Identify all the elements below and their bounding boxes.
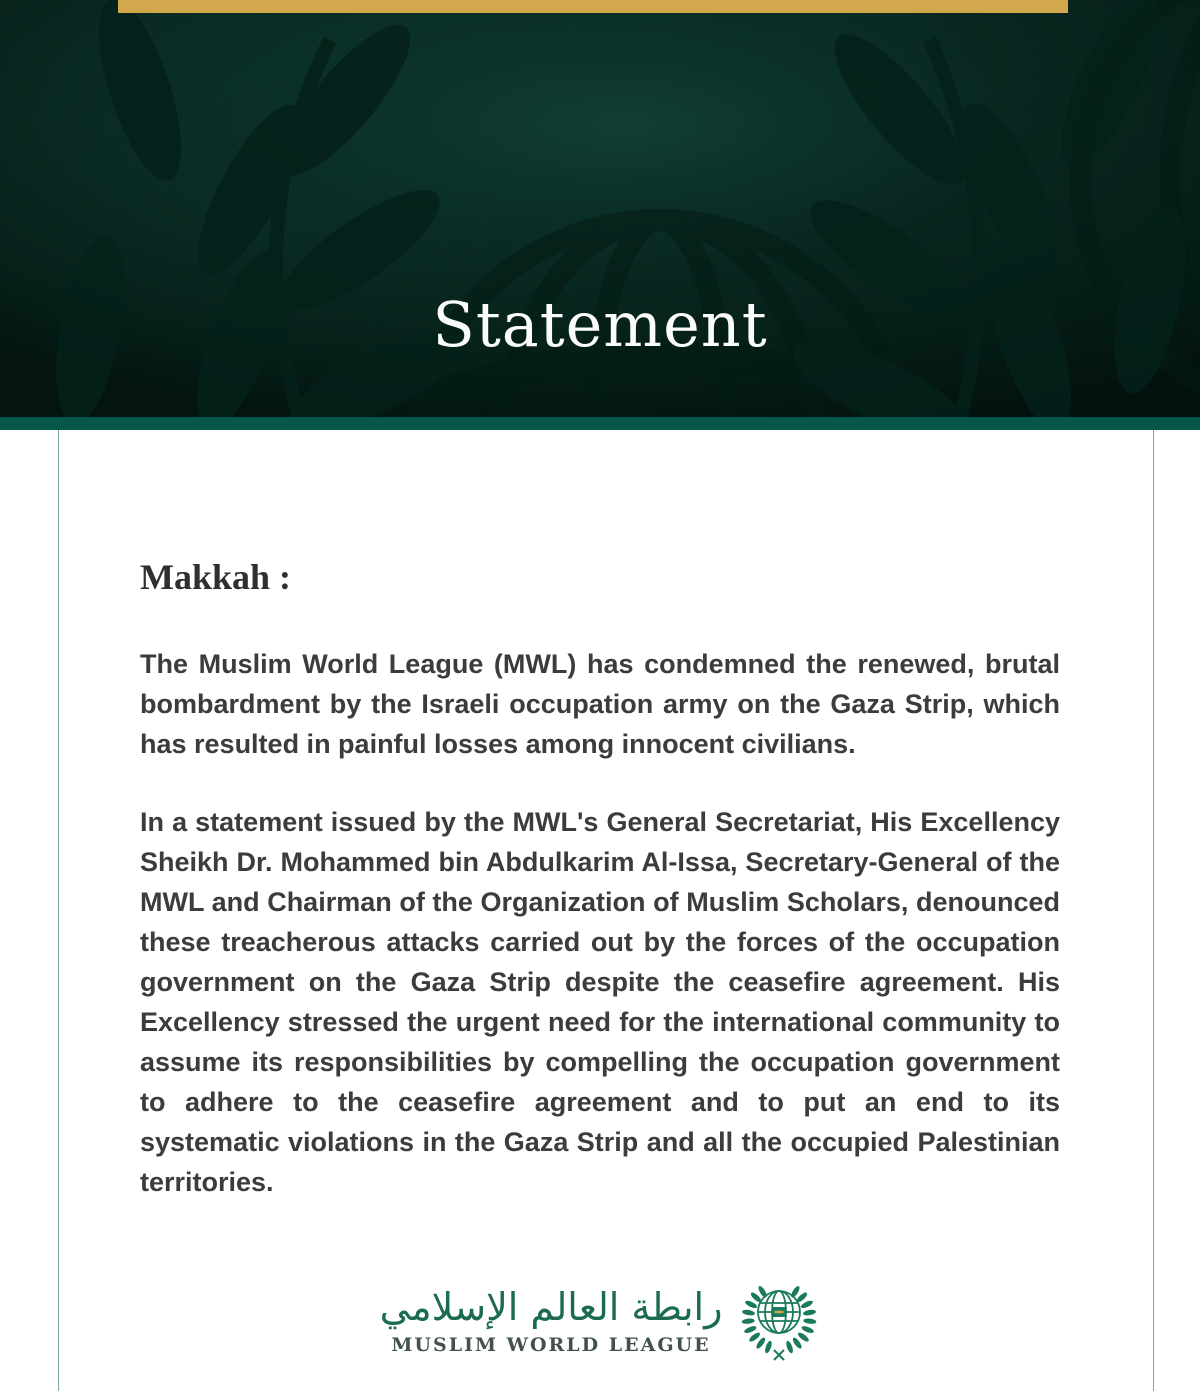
mwl-logo xyxy=(140,1272,1060,1370)
header-bottom-strip xyxy=(0,417,1200,430)
header-banner xyxy=(0,0,1200,417)
mwl-logo-arabic: رابطة العالم الإسلامي xyxy=(379,1284,723,1329)
mwl-logo-english: MUSLIM WORLD LEAGUE xyxy=(391,1334,711,1357)
page-title: Statement xyxy=(432,288,768,361)
statement-body xyxy=(140,644,1060,1202)
mwl-logo-text xyxy=(380,1286,723,1357)
card-right-rule xyxy=(1153,430,1154,1391)
card-left-rule xyxy=(58,430,59,1391)
statement-paragraph: In a statement issued by the MWL's General Secretariat, His Excellency Sheikh Dr. Mohammed bin Abdulkarim Al-Issa, Secretary-General of the MWL and Chairman of the Organization of Muslim Scholars, denounced these treacherous attacks carried out by the forces of the occupation government on the Gaza Strip despite the ceasefire agreement. His Excellency stressed the urgent need for the international community to assume its responsibilities by compelling the occupation government to adhere to the ceasefire agreement and to put an end to its systematic violations in the Gaza Strip and all the occupied Palestinian territories. xyxy=(140,807,1060,1197)
statement-paragraph: The Muslim World League (MWL) has condemned the renewed, brutal bombardment by the Israeli occupation army on the Gaza Strip, which has resulted in painful losses among innocent civilians. xyxy=(140,649,1060,759)
location-heading: Makkah : xyxy=(140,557,292,597)
mwl-emblem-icon xyxy=(738,1272,820,1370)
gold-accent-bar xyxy=(118,0,1068,13)
content-card xyxy=(140,430,1060,1370)
